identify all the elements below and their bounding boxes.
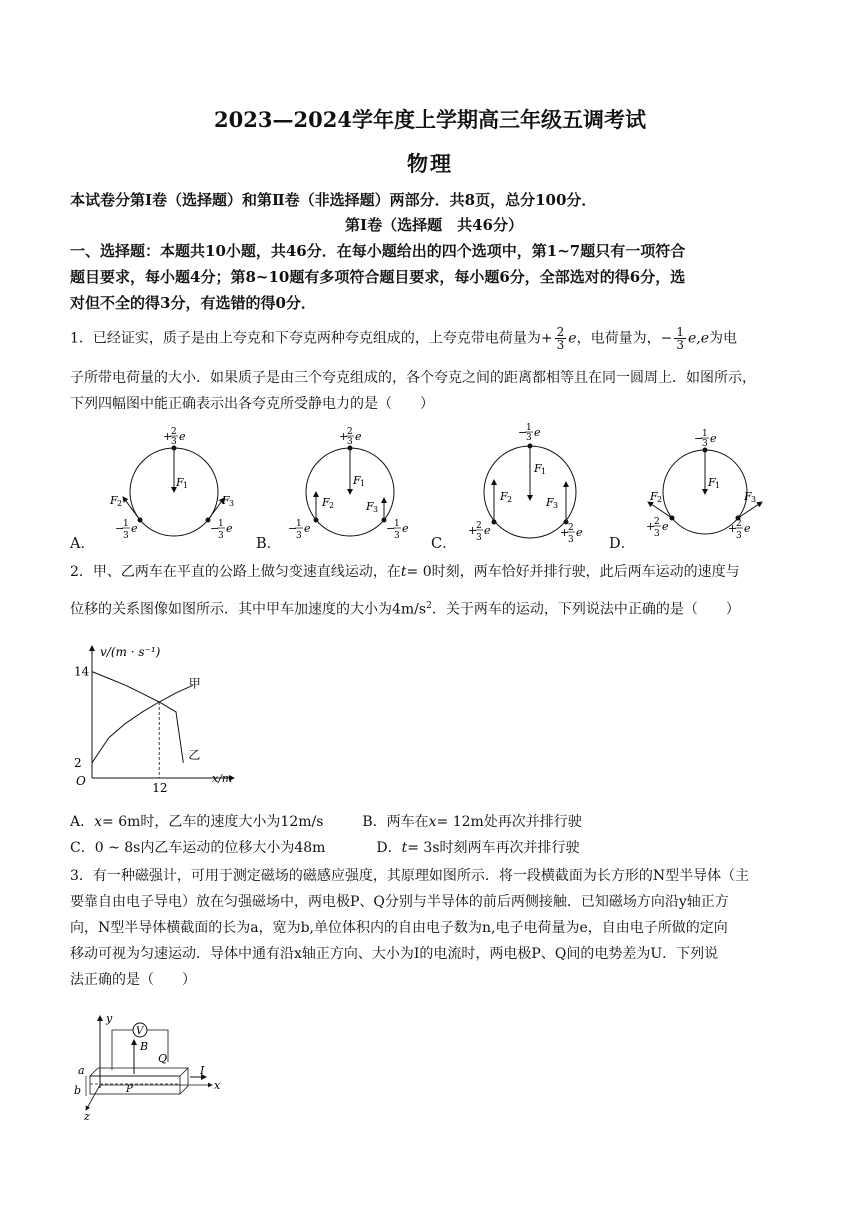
subject-title: 物理: [407, 151, 453, 176]
svg-text:3: 3: [702, 439, 708, 449]
svg-text:3: 3: [171, 437, 177, 447]
svg-text:b: b: [74, 1084, 82, 1097]
q3-line4: 移动可视为匀速运动．导体中通有沿x轴正方向、大小为I的电流时，两电极P、Q间的电势差为U．下列说: [70, 946, 719, 962]
q1-figures: [60, 420, 800, 555]
svg-text:F: F: [366, 500, 374, 513]
svg-text:1: 1: [541, 467, 547, 476]
svg-text:−: −: [386, 522, 396, 535]
svg-text:3: 3: [526, 433, 532, 443]
svg-text:−: −: [115, 522, 125, 535]
svg-text:3: 3: [736, 531, 742, 541]
y-tick-label-0: 14: [74, 664, 90, 679]
svg-text:3: 3: [123, 531, 129, 541]
svg-text:3: 3: [373, 505, 379, 514]
svg-text:F: F: [500, 490, 508, 503]
q3-figure: [72, 1010, 232, 1125]
semiconductor-top: [90, 1068, 188, 1076]
svg-text:1: 1: [702, 429, 708, 439]
svg-text:1: 1: [394, 519, 400, 529]
svg-text:e: e: [662, 520, 669, 533]
q3-line1: 3．有一种磁强计，可用于测定磁场的磁感应强度，其原理如图所示．将一段横截面为长方形的N型半导体（主: [70, 868, 750, 884]
svg-text:e: e: [484, 524, 491, 537]
q2-option-d[interactable]: D．t= 3s时刻两车再次并排行驶: [376, 840, 580, 856]
q1-text-b: ，电荷量为，: [576, 330, 661, 347]
y-label: y: [106, 1012, 113, 1025]
q2-options-row1: [70, 812, 798, 832]
svg-text:2: 2: [654, 517, 660, 527]
svg-text:x: x: [214, 1079, 221, 1092]
svg-text:e: e: [576, 526, 583, 539]
svg-text:+: +: [728, 522, 738, 535]
svg-text:1: 1: [218, 519, 224, 529]
q1-e: e: [568, 330, 577, 347]
svg-text:3: 3: [568, 535, 574, 545]
svg-text:B: B: [140, 1040, 149, 1053]
svg-text:3: 3: [296, 531, 302, 541]
q1-line1: [70, 326, 798, 351]
q1-option-a[interactable]: A．: [70, 536, 95, 552]
exam-title: 2023—2024学年度上学期高三年级五调考试: [214, 107, 646, 132]
svg-text:a: a: [78, 1064, 85, 1077]
svg-text:F: F: [708, 476, 716, 489]
svg-text:+: +: [468, 524, 478, 537]
svg-text:e: e: [355, 430, 362, 443]
svg-text:e: e: [179, 430, 186, 443]
svg-text:3: 3: [347, 437, 353, 447]
svg-text:1: 1: [183, 481, 189, 490]
svg-text:3: 3: [654, 529, 660, 539]
svg-text:1: 1: [715, 481, 721, 490]
x-tick-label-0: 12: [152, 781, 168, 795]
svg-text:e: e: [402, 522, 409, 535]
q1-option-c[interactable]: C．: [431, 536, 457, 552]
exam-intro: 本试卷分第Ⅰ卷（选择题）和第Ⅱ卷（非选择题）两部分．共8页，总分100分．: [70, 191, 597, 209]
svg-text:z: z: [84, 1110, 90, 1123]
svg-text:1: 1: [526, 423, 532, 433]
svg-text:1: 1: [296, 519, 302, 529]
section1-line3: 对但不全的得3分，有选错的得0分．: [70, 294, 316, 312]
svg-text:F: F: [546, 496, 554, 509]
q1-line2: 子所带电荷量的大小．如果质子是由三个夸克组成的，各个夸克之间的距离都相等且在同一圆周上．如图所示，: [70, 370, 756, 386]
svg-text:+: +: [560, 526, 570, 539]
origin-label: O: [76, 774, 86, 788]
svg-text:F: F: [353, 474, 361, 487]
q2-vx-chart: [72, 640, 242, 800]
svg-text:2: 2: [329, 501, 335, 510]
figure-c: [468, 423, 583, 545]
svg-text:e: e: [131, 522, 138, 535]
svg-text:3: 3: [476, 533, 482, 543]
section1-line2: 题目要求，每小题4分；第8~10题有多项符合题目要求，每小题6分，全部选对的得6分，选: [70, 268, 686, 286]
svg-text:F: F: [176, 476, 184, 489]
svg-text:e: e: [226, 522, 233, 535]
svg-text:I: I: [200, 1064, 205, 1077]
svg-text:1: 1: [123, 519, 129, 529]
q1-ee: e,e: [687, 330, 709, 347]
series-label-yi: 乙: [188, 747, 201, 762]
figure-d: [646, 429, 762, 541]
part1-title: 第Ⅰ卷（选择题 共46分）: [345, 216, 523, 234]
q1-option-d[interactable]: D．: [609, 536, 636, 552]
series-label-jia: 甲: [188, 676, 201, 691]
svg-text:+: +: [646, 520, 656, 533]
svg-text:3: 3: [394, 531, 400, 541]
figure-b: [288, 427, 409, 541]
svg-text:1: 1: [360, 479, 366, 488]
q1-option-b[interactable]: B．: [256, 536, 282, 552]
svg-text:+: +: [339, 430, 349, 443]
svg-text:2: 2: [657, 495, 663, 504]
svg-text:Q: Q: [158, 1052, 168, 1065]
y-tick-label-1: 2: [74, 755, 82, 770]
svg-text:3: 3: [553, 501, 559, 510]
svg-text:3: 3: [218, 531, 224, 541]
svg-text:2: 2: [117, 499, 123, 508]
svg-text:3: 3: [751, 495, 757, 504]
q2-line2: 位移的关系图像如图所示．其中甲车加速度的大小为$4m/s^2$．关于两车的运动，下列说法中正确的是（ ）: [70, 601, 740, 618]
svg-text:F: F: [650, 490, 658, 503]
figure-a: [109, 427, 234, 541]
svg-text:−: −: [694, 432, 704, 445]
q1-frac-down: $\frac{1}{3}$: [676, 325, 684, 352]
svg-text:F: F: [744, 490, 752, 503]
svg-text:P: P: [126, 1084, 133, 1095]
svg-text:V: V: [136, 1026, 144, 1037]
svg-text:−: −: [518, 426, 528, 439]
svg-text:2: 2: [568, 523, 574, 533]
q2-option-a[interactable]: A．x= 6m时，乙车的速度大小为12m/s: [70, 814, 324, 830]
q3-line5: 法正确的是（ ）: [70, 972, 196, 988]
q2-line1: 2．甲、乙两车在平直的公路上做匀变速直线运动，在t= 0时刻，两车恰好并排行驶，此后两车运动的速度与: [70, 564, 740, 580]
y-axis-label: v/(m · s⁻¹): [100, 645, 161, 659]
svg-text:3: 3: [229, 499, 235, 508]
z-axis: [86, 1085, 100, 1110]
svg-text:e: e: [710, 432, 717, 445]
q3-line3: 向，N型半导体横截面的长为a，宽为b,单位体积内的自由电子数为n,电子电荷量为e，自由电子所做的定向: [70, 920, 728, 936]
svg-text:F: F: [110, 494, 118, 507]
svg-text:e: e: [534, 426, 541, 439]
q2-option-c[interactable]: C．0 ~ 8s内乙车运动的位移大小为48m: [70, 840, 326, 856]
q3-line2: 要靠自由电子导电）放在匀强磁场中，两电极P、Q分别与半导体的前后两侧接触．已知磁场方向沿y轴正方: [70, 894, 729, 910]
q1-text-a: 1．已经证实，质子是由上夸克和下夸克两种夸克组成的，上夸克带电荷量为: [70, 330, 541, 347]
svg-text:2: 2: [171, 427, 177, 437]
svg-text:2: 2: [476, 521, 482, 531]
q1-line3: 下列四幅图中能正确表示出各夸克所受静电力的是（ ）: [70, 396, 434, 412]
series-line-yi: [92, 672, 183, 763]
svg-text:2: 2: [347, 427, 353, 437]
q1-text-c: 为电: [708, 330, 737, 347]
x-axis-label: x/m: [212, 772, 233, 785]
svg-text:+: +: [163, 430, 173, 443]
svg-text:2: 2: [507, 495, 513, 504]
svg-text:−: −: [210, 522, 220, 535]
q2-option-b[interactable]: B．两车在x= 12m处再次并排行驶: [362, 814, 582, 830]
section1-line1: 一、选择题：本题共10小题，共46分．在每小题给出的四个选项中，第1~7题只有一项符合: [70, 242, 686, 260]
q1-minus-sign: −: [660, 330, 673, 347]
svg-text:−: −: [288, 522, 298, 535]
svg-text:e: e: [744, 522, 751, 535]
svg-text:F: F: [322, 496, 330, 509]
svg-text:F: F: [222, 494, 230, 507]
svg-text:2: 2: [736, 519, 742, 529]
q1-plus-sign: +: [540, 330, 553, 347]
svg-text:e: e: [304, 522, 311, 535]
svg-text:F: F: [534, 462, 542, 475]
q1-frac-up: $\frac{2}{3}$: [556, 325, 565, 352]
q2-options-row2: [70, 838, 798, 858]
